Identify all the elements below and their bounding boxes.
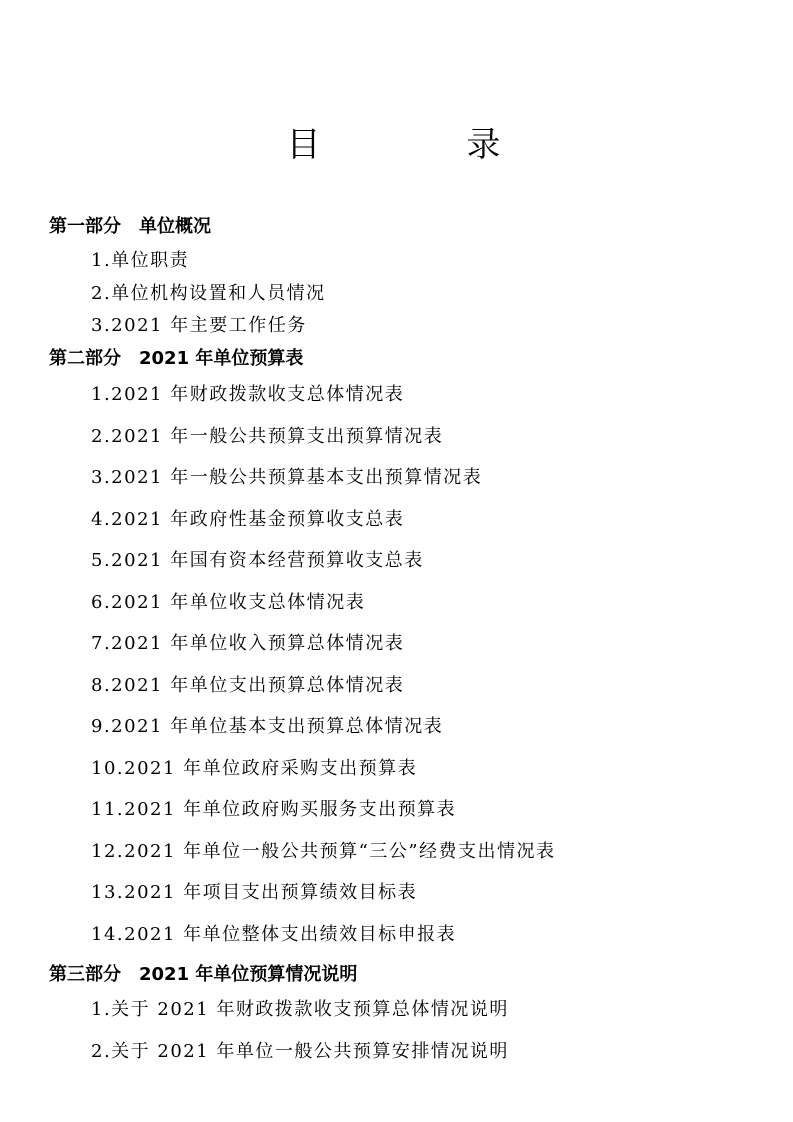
toc-item: 9.2021 年单位基本支出预算总体情况表 — [91, 716, 444, 737]
toc-item: 11.2021 年单位政府购买服务支出预算表 — [91, 799, 457, 820]
toc-part-3-heading: 第三部分 2021 年单位预算情况说明 — [49, 964, 358, 985]
toc-item: 7.2021 年单位收入预算总体情况表 — [91, 633, 405, 654]
toc-item: 8.2021 年单位支出预算总体情况表 — [91, 675, 405, 696]
toc-item: 3.2021 年一般公共预算基本支出预算情况表 — [91, 467, 483, 488]
toc-item: 13.2021 年项目支出预算绩效目标表 — [91, 882, 418, 903]
toc-item: 14.2021 年单位整体支出绩效目标申报表 — [91, 924, 457, 945]
toc-title: 目 录 — [286, 125, 557, 165]
toc-item: 6.2021 年单位收支总体情况表 — [91, 592, 366, 613]
toc-item: 4.2021 年政府性基金预算收支总表 — [91, 509, 405, 530]
toc-item: 5.2021 年国有资本经营预算收支总表 — [91, 550, 424, 571]
toc-item: 3.2021 年主要工作任务 — [91, 315, 307, 336]
toc-item: 10.2021 年单位政府采购支出预算表 — [91, 758, 418, 779]
toc-item: 2.单位机构设置和人员情况 — [91, 283, 326, 304]
toc-part-1-heading: 第一部分 单位概况 — [49, 216, 211, 237]
toc-item: 1.2021 年财政拨款收支总体情况表 — [91, 384, 405, 405]
toc-item: 2.关于 2021 年单位一般公共预算安排情况说明 — [91, 1041, 509, 1062]
toc-item: 2.2021 年一般公共预算支出预算情况表 — [91, 426, 444, 447]
toc-item: 12.2021 年单位一般公共预算“三公”经费支出情况表 — [91, 841, 556, 862]
toc-part-2-heading: 第二部分 2021 年单位预算表 — [49, 348, 304, 369]
toc-item: 1.单位职责 — [91, 250, 190, 271]
toc-item: 1.关于 2021 年财政拨款收支预算总体情况说明 — [91, 999, 509, 1020]
